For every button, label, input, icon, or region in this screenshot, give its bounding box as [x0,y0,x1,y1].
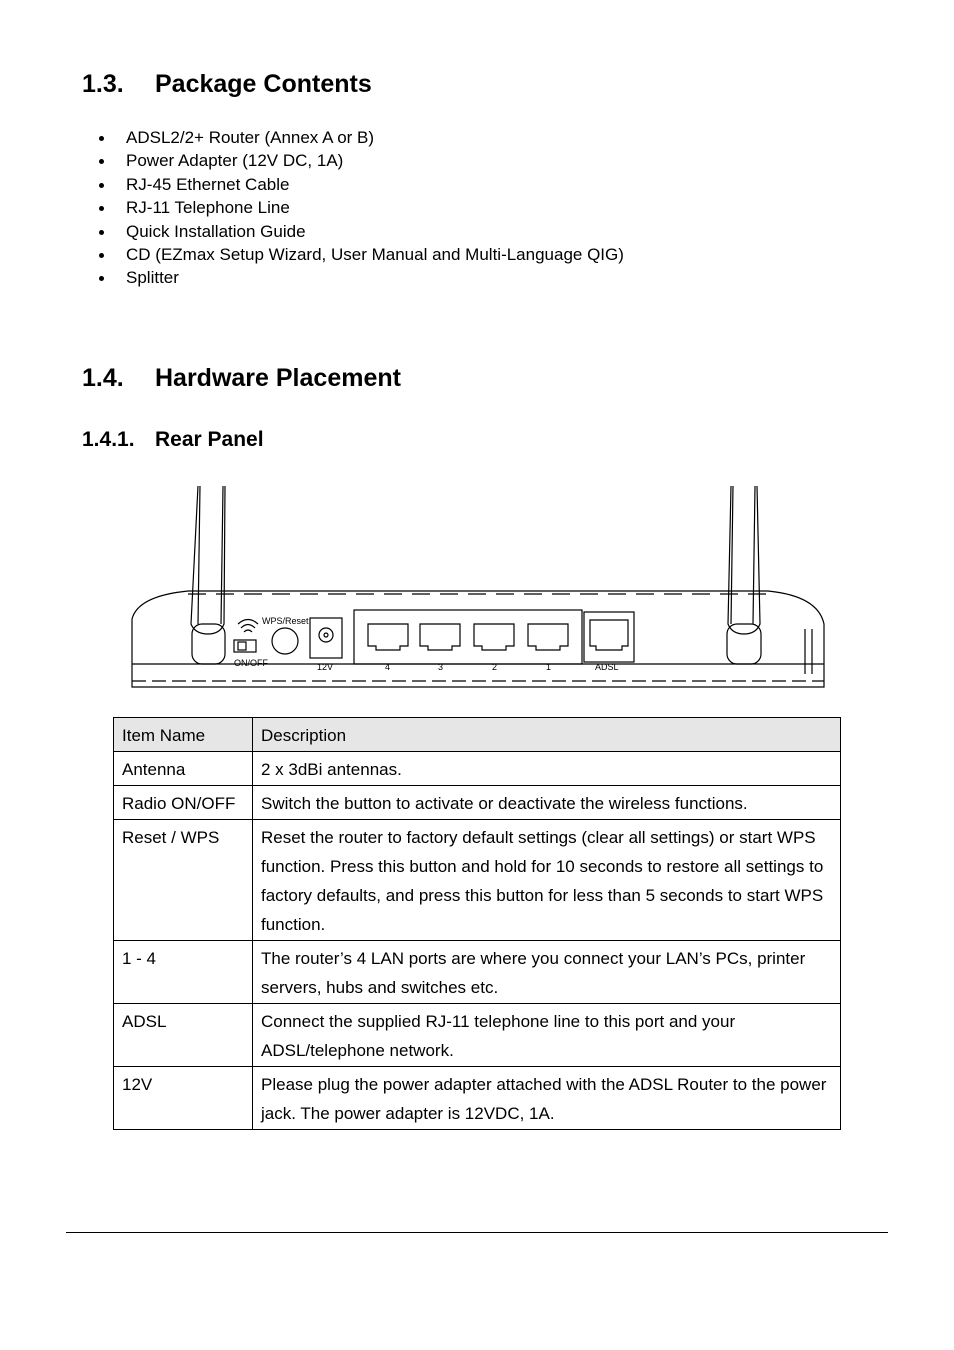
power-label: 12V [317,662,334,672]
table-header-row [114,718,841,752]
wps-reset-button [272,628,298,654]
list-item [96,243,624,266]
bullet-icon [99,183,104,188]
rear-panel-diagram [128,484,828,694]
right-antenna [727,486,761,664]
table-row [114,752,841,786]
column-header: Description [253,718,841,752]
section-number: 1.3. [82,70,124,98]
section-1-4-heading [82,364,401,393]
left-antenna [191,486,225,664]
bullet-icon [99,136,104,141]
wps-reset-label: WPS/Reset [262,616,309,626]
description-cell: Reset the router to factory default settings (clear all settings) or start WPS function. Press this button and hold for 10 seconds to restore all settings to factory defaults, and press this button for less than 5 seconds to start WPS function. [253,820,841,941]
bullet-icon [99,253,104,258]
lan-port-1 [528,624,568,650]
table-row [114,786,841,820]
list-item-text: Power Adapter (12V DC, 1A) [126,151,344,171]
item-name-cell: Reset / WPS [114,820,253,941]
item-name-cell: Antenna [114,752,253,786]
item-name-cell: ADSL [114,1004,253,1067]
lan-2-label: 2 [492,662,498,672]
section-1-3-heading [82,70,372,99]
lan-port-3 [420,624,460,650]
table-row [114,1004,841,1067]
section-title: Package Contents [155,70,372,98]
item-name-cell: 1 - 4 [114,941,253,1004]
bullet-icon [99,276,104,281]
section-number: 1.4.1. [82,428,135,451]
description-cell: Switch the button to activate or deactivate the wireless functions. [253,786,841,820]
package-contents-list [96,126,624,290]
table-row [114,941,841,1004]
list-item-text: Splitter [126,268,179,288]
lan-port-4 [368,624,408,650]
item-name-cell: Radio ON/OFF [114,786,253,820]
on-off-label: ON/OFF [234,658,268,668]
section-1-4-1-heading [82,428,264,452]
description-cell: 2 x 3dBi antennas. [253,752,841,786]
table-row [114,820,841,941]
list-item [96,173,624,196]
router-body [132,591,824,687]
lan-4-label: 4 [385,662,391,672]
footer-divider [66,1232,888,1233]
list-item [96,220,624,243]
description-cell: The router’s 4 LAN ports are where you connect your LAN’s PCs, printer servers, hubs and switches etc. [253,941,841,1004]
table-row [114,1067,841,1130]
description-cell: Please plug the power adapter attached with the ADSL Router to the power jack. The power adapter is 12VDC, 1A. [253,1067,841,1130]
power-jack [310,618,342,658]
description-cell: Connect the supplied RJ-11 telephone line to this port and your ADSL/telephone network. [253,1004,841,1067]
list-item-text: ADSL2/2+ Router (Annex A or B) [126,128,375,147]
lan-port-2 [474,624,514,650]
list-item [96,266,624,289]
list-item [96,196,624,219]
rear-panel-table [113,717,841,1130]
list-item-text: Quick Installation Guide [126,221,306,241]
list-item-text: CD (EZmax Setup Wizard, User Manual and Multi-Language QIG) [126,244,624,264]
list-item [96,149,624,172]
item-name-cell: 12V [114,1067,253,1130]
lan-1-label: 1 [546,662,552,672]
bullet-icon [99,206,104,211]
radio-switch [234,620,258,653]
list-item [96,126,624,149]
lan-port-group [354,610,582,664]
bullet-icon [99,230,104,235]
list-item-text: RJ-11 Telephone Line [126,198,290,218]
lan-3-label: 3 [438,662,444,672]
section-title: Rear Panel [155,428,264,451]
section-title: Hardware Placement [155,364,401,392]
adsl-label: ADSL [595,662,619,672]
list-item-text: RJ-45 Ethernet Cable [126,174,290,194]
bullet-icon [99,159,104,164]
column-header: Item Name [114,718,253,752]
section-number: 1.4. [82,364,124,392]
